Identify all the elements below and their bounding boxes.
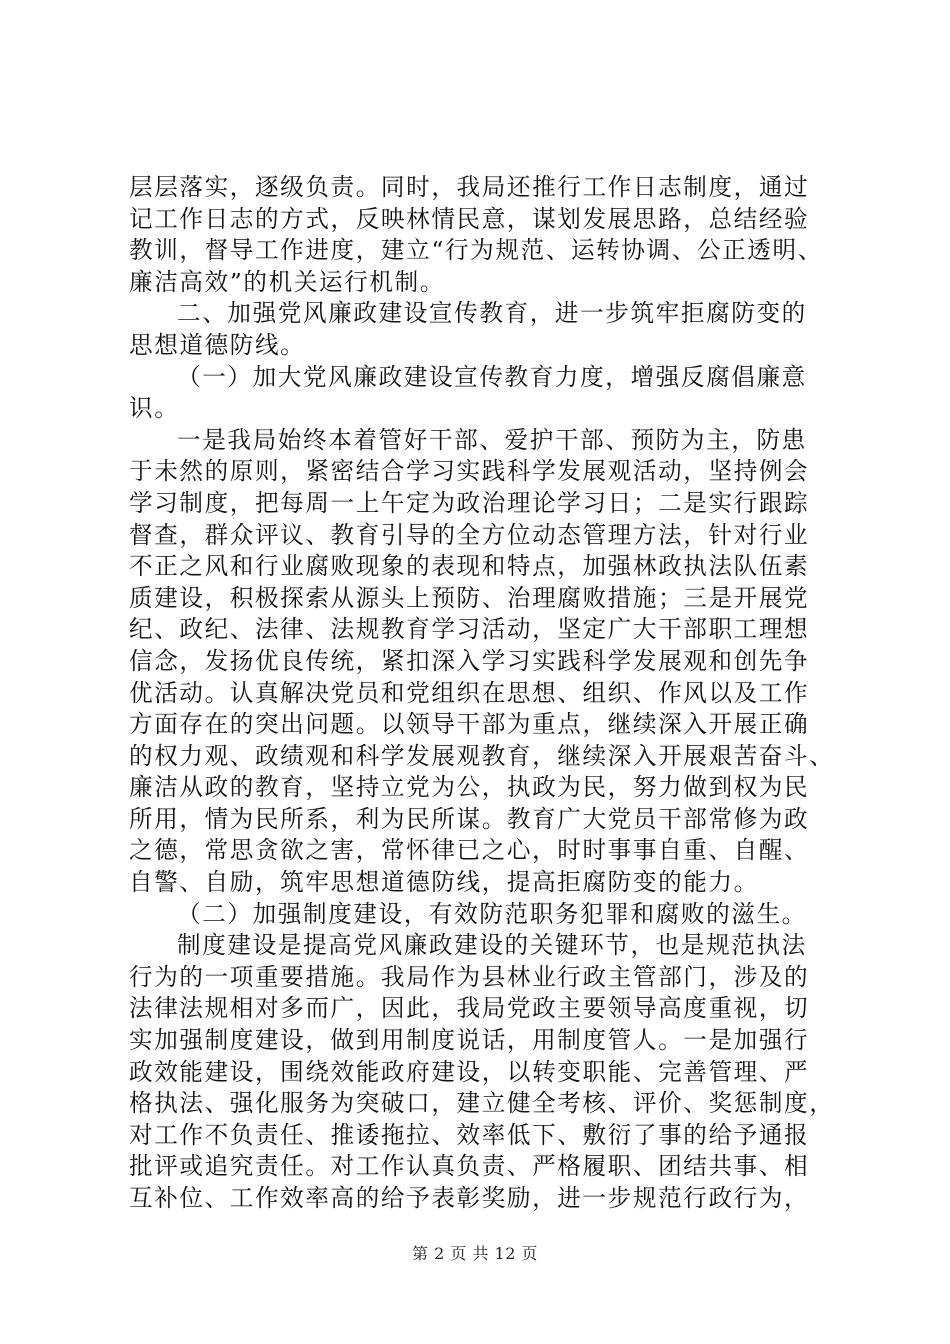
text-line: 于未然的原则，紧密结合学习实践科学发展观活动，坚持例会 (129, 457, 810, 486)
text-line: 质建设，积极探索从源头上预防、治理腐败措施；三是开展党 (129, 583, 810, 612)
text-line: 互补位、工作效率高的给予表彰奖励，进一步规范行政行为， (129, 1184, 810, 1212)
text-line: 思想道德防线。 (129, 330, 306, 359)
text-line: 纪、政纪、法律、法规教育学习活动，坚定广大干部职工理想 (129, 615, 810, 644)
text-line: （二）加强制度建设，有效防范职务犯罪和腐败的滋生。 (177, 899, 807, 928)
text-line: 优活动。认真解决党员和党组织在思想、组织、作风以及工作 (129, 678, 810, 707)
document-body (129, 172, 835, 1215)
text-line: 方面存在的突出问题。以领导干部为重点，继续深入开展正确 (129, 710, 810, 739)
text-line: 二、加强党风廉政建设宣传教育，进一步筑牢拒腐防变的 (177, 299, 807, 328)
text-line: 实加强制度建设，做到用制度说话，用制度管人。一是加强行 (129, 1026, 810, 1055)
text-line: 教训，督导工作进度，建立“行为规范、运转协调、公正透明、 (129, 236, 823, 265)
page-footer: 第 2 页 共 12 页 (412, 1244, 538, 1263)
text-line: 识。 (129, 394, 180, 423)
text-line: 政效能建设，围绕效能政府建设，以转变职能、完善管理、严 (129, 1057, 810, 1086)
text-line: 格执法、强化服务为突破口，建立健全考核、评价、奖惩制度， (129, 1089, 835, 1118)
text-line: 的权力观、政绩观和科学发展观教育，继续深入开展艰苦奋斗、 (129, 741, 835, 770)
text-line: 制度建设是提高党风廉政建设的关键环节，也是规范执法 (177, 931, 807, 960)
text-line: 一是我局始终本着管好干部、爱护干部、预防为主，防患 (177, 425, 807, 454)
text-line: 所用，情为民所系，利为民所谋。教育广大党员干部常修为政 (129, 804, 810, 833)
text-line: 自警、自励，筑牢思想道德防线，提高拒腐防变的能力。 (129, 868, 759, 897)
text-line: （一）加大党风廉政建设宣传教育力度，增强反腐倡廉意 (177, 362, 807, 391)
text-line: 批评或追究责任。对工作认真负责、严格履职、团结共事、相 (129, 1152, 810, 1181)
text-line: 层层落实，逐级负责。同时，我局还推行工作日志制度，通过 (129, 173, 810, 201)
text-line: 之德，常思贪欲之害，常怀律已之心，时时事事自重、自醒、 (129, 836, 810, 865)
text-line: 法律法规相对多而广，因此，我局党政主要领导高度重视，切 (129, 994, 810, 1023)
text-line: 不正之风和行业腐败现象的表现和特点，加强林政执法队伍素 (129, 552, 810, 581)
text-line: 廉洁高效”的机关运行机制。 (129, 267, 445, 296)
text-line: 廉洁从政的教育，坚持立党为公，执政为民，努力做到权为民 (129, 773, 810, 802)
text-line: 记工作日志的方式，反映林情民意，谋划发展思路，总结经验 (129, 204, 810, 233)
text-line: 信念，发扬优良传统，紧扣深入学习实践科学发展观和创先争 (129, 646, 810, 675)
text-line: 督查，群众评议、教育引导的全方位动态管理方法，针对行业 (129, 520, 810, 549)
text-line: 学习制度，把每周一上午定为政治理论学习日；二是实行跟踪 (129, 488, 810, 517)
text-line: 行为的一项重要措施。我局作为县林业行政主管部门，涉及的 (129, 962, 810, 991)
text-line: 对工作不负责任、推诿拖拉、效率低下、敷衍了事的给予通报 (129, 1120, 810, 1149)
